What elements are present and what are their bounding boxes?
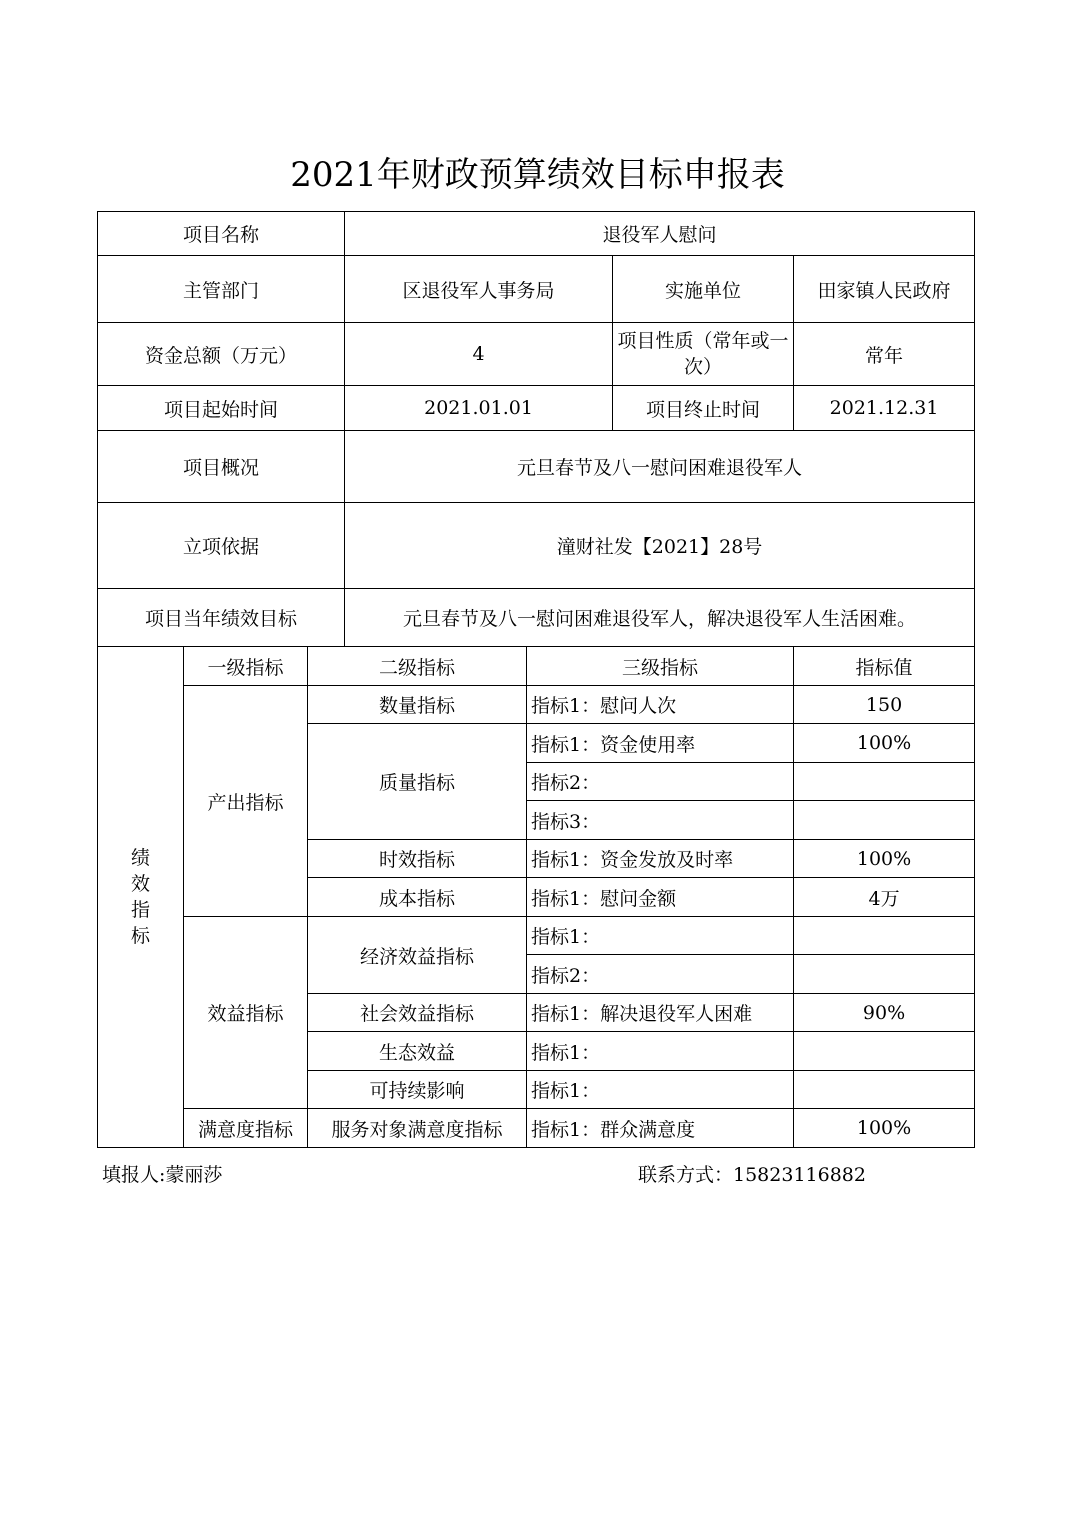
satisfaction-indicator: 满意度指标	[184, 1109, 308, 1148]
indicator-value: 100%	[794, 1109, 975, 1148]
quality-indicator: 质量指标	[308, 724, 527, 840]
impl-value: 田家镇人民政府	[794, 256, 975, 323]
filler-name: 填报人:蒙丽莎	[102, 1164, 223, 1186]
quantity-indicator: 数量指标	[308, 686, 527, 724]
fund-label: 资金总额（万元）	[98, 323, 345, 386]
social-indicator: 社会效益指标	[308, 994, 527, 1032]
dept-value: 区退役军人事务局	[345, 256, 613, 323]
start-value: 2021.01.01	[345, 386, 613, 431]
indicator-value: 100%	[794, 724, 975, 763]
indicator-row: 指标2：	[527, 763, 794, 801]
indicator-value	[794, 1071, 975, 1109]
indicator-row: 指标1：解决退役军人困难	[527, 994, 794, 1032]
start-label: 项目起始时间	[98, 386, 345, 431]
indicator-row: 指标2：	[527, 955, 794, 994]
indicator-value	[794, 801, 975, 840]
dept-label: 主管部门	[98, 256, 345, 323]
project-name-value: 退役军人慰问	[345, 212, 975, 256]
indicator-row: 指标1：资金发放及时率	[527, 840, 794, 878]
contact-info: 联系方式：15823116882	[638, 1164, 866, 1186]
indicator-row: 指标1：慰问人次	[527, 686, 794, 724]
indicator-value: 4万	[794, 878, 975, 917]
nature-label: 项目性质（常年或一次）	[613, 323, 794, 386]
overview-value: 元旦春节及八一慰问困难退役军人	[345, 431, 975, 503]
end-value: 2021.12.31	[794, 386, 975, 431]
indicator-value	[794, 763, 975, 801]
nature-value: 常年	[794, 323, 975, 386]
header-level2: 二级指标	[308, 647, 527, 686]
indicator-row: 指标1：	[527, 917, 794, 955]
sustainable-indicator: 可持续影响	[308, 1071, 527, 1109]
overview-label: 项目概况	[98, 431, 345, 503]
page-title: 2021年财政预算绩效目标申报表	[290, 155, 785, 195]
impl-label: 实施单位	[613, 256, 794, 323]
indicator-row: 指标3：	[527, 801, 794, 840]
service-satisfaction-indicator: 服务对象满意度指标	[308, 1109, 527, 1148]
indicator-value	[794, 955, 975, 994]
indicator-row: 指标1：	[527, 1071, 794, 1109]
indicator-value	[794, 1032, 975, 1071]
economic-indicator: 经济效益指标	[308, 917, 527, 994]
timeliness-indicator: 时效指标	[308, 840, 527, 878]
project-name-label: 项目名称	[98, 212, 345, 256]
indicator-row: 指标1：资金使用率	[527, 724, 794, 763]
performance-indicators-label: 绩效指标	[98, 647, 184, 1148]
indicator-value: 90%	[794, 994, 975, 1032]
goal-value: 元旦春节及八一慰问困难退役军人，解决退役军人生活困难。	[345, 589, 975, 647]
end-label: 项目终止时间	[613, 386, 794, 431]
indicator-value	[794, 917, 975, 955]
indicator-row: 指标1：	[527, 1032, 794, 1071]
indicator-row: 指标1：慰问金额	[527, 878, 794, 917]
benefit-indicator: 效益指标	[184, 917, 308, 1109]
indicator-value: 100%	[794, 840, 975, 878]
basis-value: 潼财社发【2021】28号	[345, 503, 975, 589]
basis-label: 立项依据	[98, 503, 345, 589]
ecological-indicator: 生态效益	[308, 1032, 527, 1071]
header-value: 指标值	[794, 647, 975, 686]
header-level3: 三级指标	[527, 647, 794, 686]
cost-indicator: 成本指标	[308, 878, 527, 917]
indicator-value: 150	[794, 686, 975, 724]
budget-table	[97, 211, 975, 1148]
indicator-row: 指标1：群众满意度	[527, 1109, 794, 1148]
header-level1: 一级指标	[184, 647, 308, 686]
output-indicator: 产出指标	[184, 686, 308, 917]
goal-label: 项目当年绩效目标	[98, 589, 345, 647]
fund-value: 4	[345, 323, 613, 386]
